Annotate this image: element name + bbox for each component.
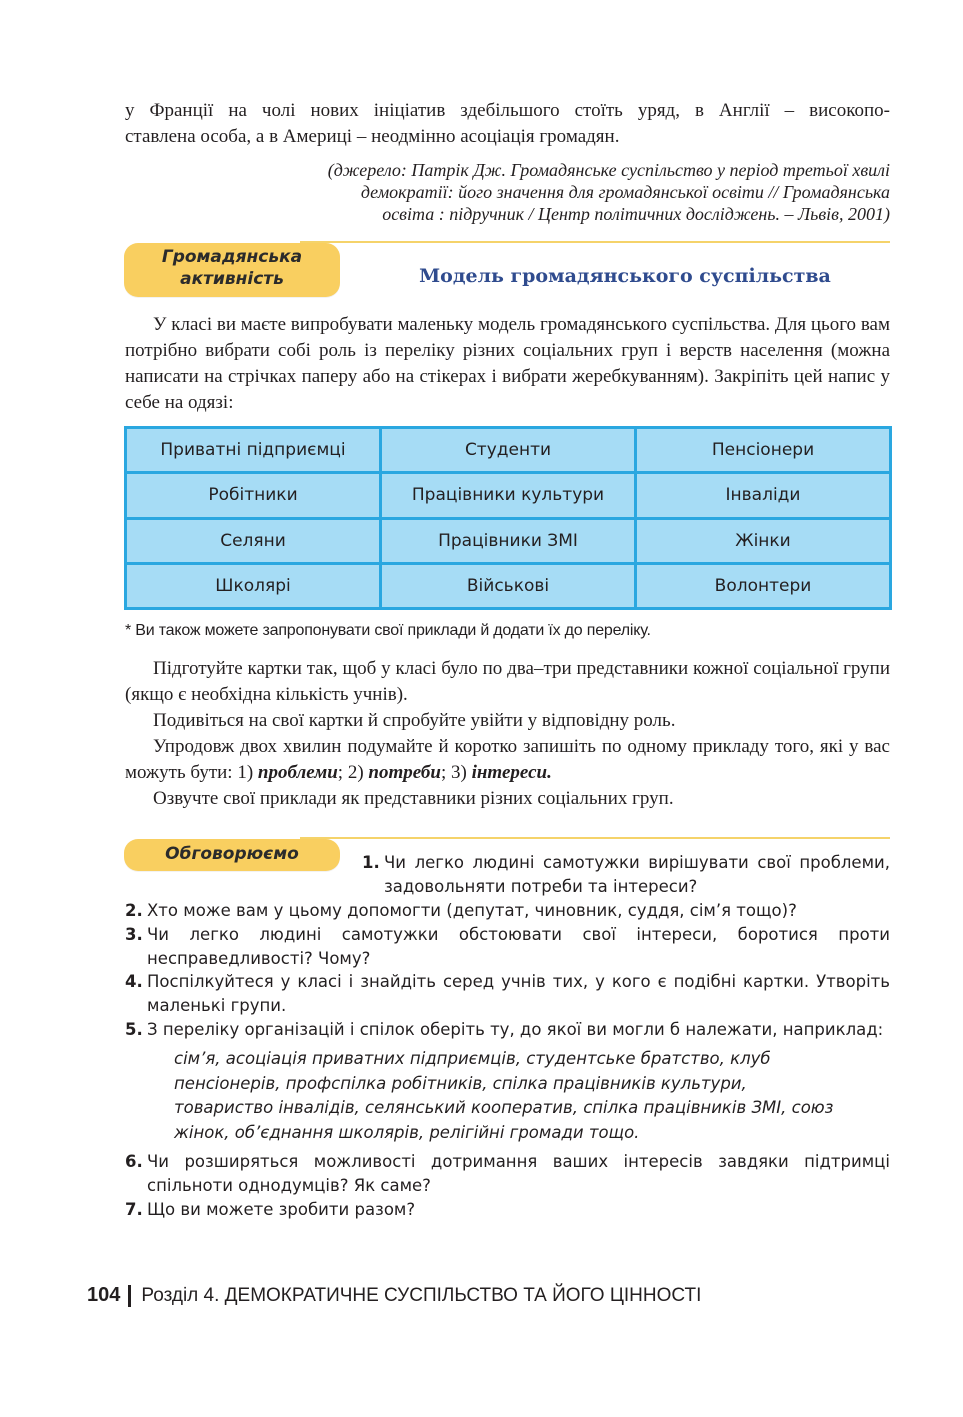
page-footer bbox=[87, 1284, 701, 1307]
page-number: 104 bbox=[87, 1284, 121, 1306]
discuss-badge: Обговорюємо bbox=[124, 839, 340, 871]
keyword-problems: проблеми bbox=[257, 762, 338, 783]
intro-line-1: у Франції на чолі нових ініціатив здебільшого стоїть уряд, в Англії – високопо- bbox=[125, 100, 890, 121]
question-number: 1. bbox=[362, 853, 380, 872]
organizations-examples: сім’я, асоціація приватних підприємців, студентське братство, клуб пенсіонерів, профспілка робітників, спілка працівників культури, товариство інвалідів, селянський кооператив, спілка працівників ЗМІ, союз жінок, об’єднання школярів, релігійні громади тощо. bbox=[174, 1049, 834, 1142]
table-cell: Школярі bbox=[126, 563, 381, 608]
table-cell: Військові bbox=[381, 563, 636, 608]
table-cell: Жінки bbox=[636, 518, 891, 563]
question-text: Чи розширяться можливості дотримання ваших інтересів завдяки підтримці спільноти однодумців? Як саме? bbox=[147, 1152, 890, 1195]
instruction-3-sep-2: ; 3) bbox=[440, 762, 472, 783]
question-text: Хто може вам у цьому допомогти (депутат, чиновник, суддя, сім’я тощо)? bbox=[147, 901, 797, 920]
task-paragraph: У класі ви маєте випробувати маленьку модель громадянського суспільства. Для цього вам потрібно вибрати собі роль із переліку різних соціальних груп і верств населення (можна написати на стрічках паперу або на стікерах і вибрати жеребкуванням). Закріпіть цей напис у себе на одязі: bbox=[125, 314, 890, 413]
question-number: 6. bbox=[125, 1152, 143, 1171]
keyword-interests: інтереси. bbox=[471, 762, 552, 783]
source-line-2: демократії: його значення для громадянської освіти // Громадянська bbox=[360, 182, 890, 202]
question-number: 4. bbox=[125, 972, 143, 991]
table-cell: Студенти bbox=[381, 428, 636, 473]
instruction-2: Подивіться на свої картки й спробуйте увійти у відповідну роль. bbox=[153, 710, 676, 731]
table-cell: Робітники bbox=[126, 473, 381, 518]
question-number: 2. bbox=[125, 901, 143, 920]
instruction-3-sep-1: ; 2) bbox=[337, 762, 369, 783]
table-cell: Волонтери bbox=[636, 563, 891, 608]
instruction-1: Підготуйте картки так, щоб у класі було по два–три представники кожної соціальної групи (якщо є необхідна кількість учнів). bbox=[125, 658, 890, 705]
question-number: 7. bbox=[125, 1200, 143, 1219]
chapter-title: Розділ 4. ДЕМОКРАТИЧНЕ СУСПІЛЬСТВО ТА ЙОГО ЦІННОСТІ bbox=[141, 1284, 702, 1306]
question-text: Чи легко людині самотужки обстоювати свої інтереси, боротися проти несправедливості? Чому? bbox=[147, 925, 890, 968]
source-line-1: (джерело: Патрік Дж. Громадянське суспільство у період третьої хвилі bbox=[327, 160, 890, 180]
table-cell: Працівники культури bbox=[381, 473, 636, 518]
instruction-4: Озвучте свої приклади як представники різних соціальних груп. bbox=[153, 788, 674, 809]
question-text: Чи легко людині самотужки вирішувати свої проблеми, задовольняти потреби та інтереси? bbox=[384, 853, 890, 896]
table-cell: Пенсіонери bbox=[636, 428, 891, 473]
intro-line-2: ставлена особа, а в Америці – неодмінно асоціація громадян. bbox=[125, 126, 620, 147]
question-text: Поспілкуйтеся у класі і знайдіть серед учнів тих, у кого є подібні картки. Утворіть маленькі групи. bbox=[147, 972, 890, 1015]
table-cell: Інваліди bbox=[636, 473, 891, 518]
keyword-needs: потреби bbox=[368, 762, 441, 783]
question-number: 5. bbox=[125, 1020, 143, 1039]
table-cell: Селяни bbox=[126, 518, 381, 563]
section-title: Модель громадянського суспільства bbox=[419, 265, 831, 287]
table-cell: Працівники ЗМІ bbox=[381, 518, 636, 563]
instruction-3-text: Упродовж двох хвилин подумайте й коротко запишіть по одному прикладу того, які у вас можуть бути: 1) bbox=[125, 736, 890, 783]
question-text: З переліку організацій і спілок оберіть ту, до якої ви могли б належати, наприклад: bbox=[147, 1020, 884, 1039]
question-text: Що ви можете зробити разом? bbox=[147, 1200, 416, 1219]
source-line-3: освіта : підручник / Центр політичних досліджень. – Львів, 2001) bbox=[382, 204, 890, 224]
activity-badge-line-1: Громадянська bbox=[161, 247, 303, 267]
table-footnote: * Ви також можете запропонувати свої приклади й додати їх до переліку. bbox=[125, 622, 651, 639]
table-cell: Приватні підприємці bbox=[126, 428, 381, 473]
activity-badge-line-2: активність bbox=[180, 269, 284, 289]
footer-separator bbox=[128, 1285, 131, 1307]
question-number: 3. bbox=[125, 925, 143, 944]
